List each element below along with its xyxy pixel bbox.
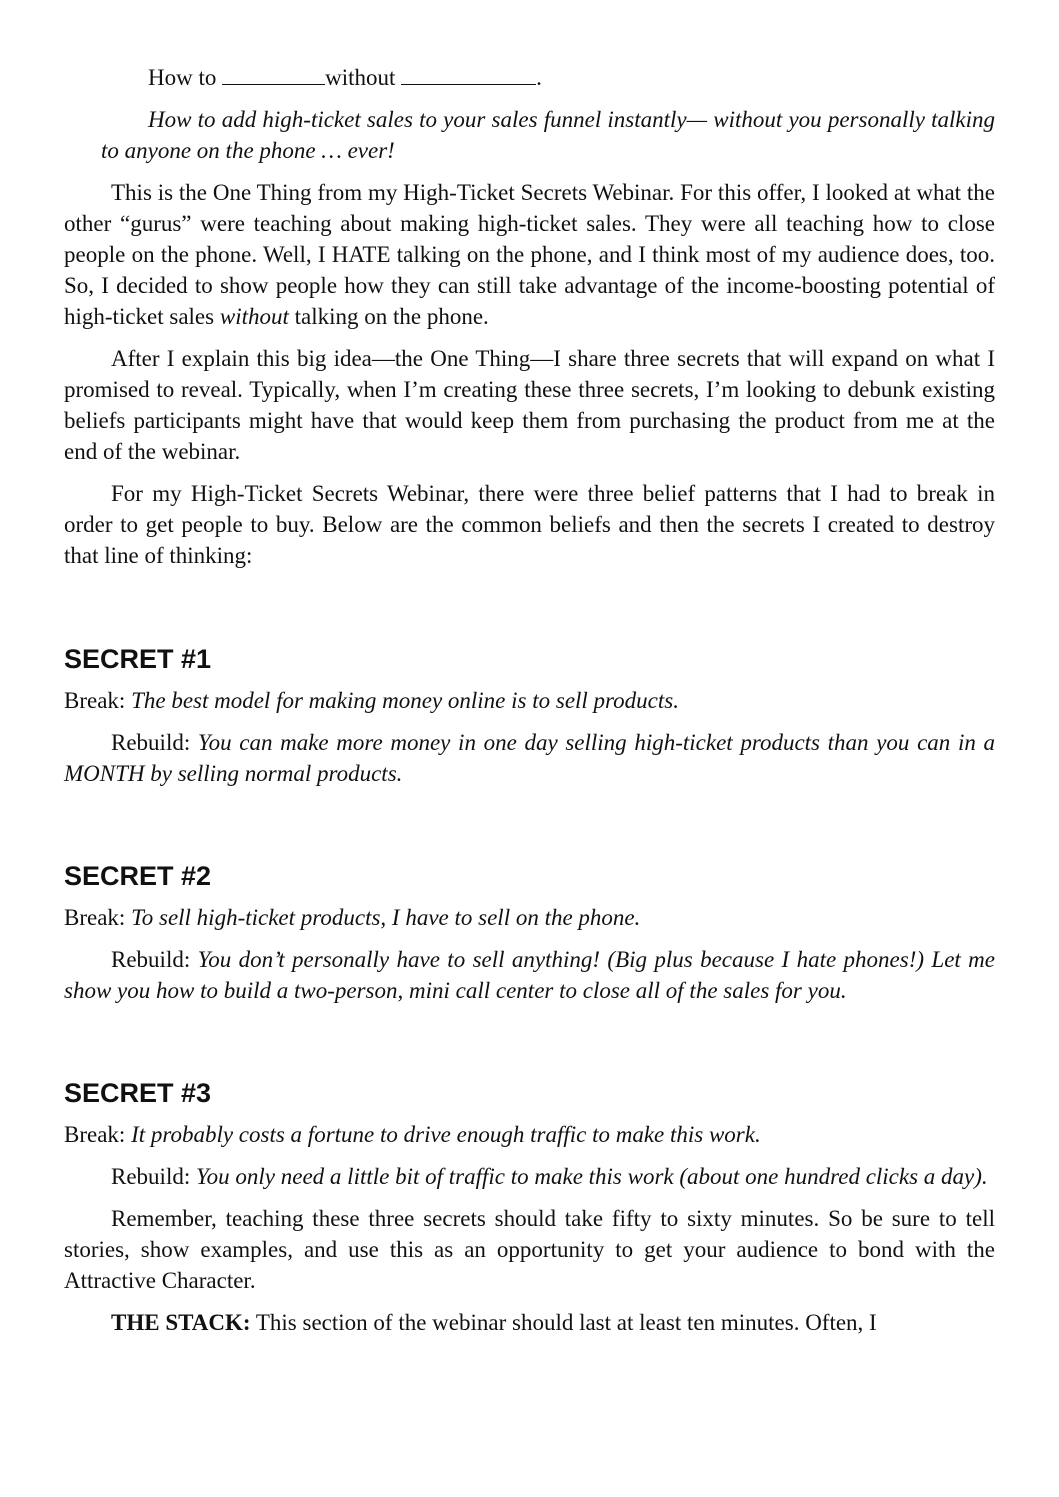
- blank-line-2: [401, 62, 536, 85]
- secret-2-rebuild-label: Rebuild:: [111, 947, 198, 972]
- secret-3-rebuild-text: You only need a little bit of traffic to make this work (about one hundred clicks a day).: [195, 1164, 988, 1189]
- secret-1-break-label: Break:: [64, 688, 132, 713]
- secret-3-break-label: Break:: [64, 1122, 132, 1147]
- paragraph-one-thing-emphasis: without: [219, 304, 289, 329]
- blank-line-1: [222, 62, 325, 85]
- the-stack-label: THE STACK:: [111, 1310, 251, 1335]
- secret-2-break-label: Break:: [64, 905, 132, 930]
- paragraph-the-stack: [64, 1307, 995, 1338]
- paragraph-three-secrets: After I explain this big idea—the One Thing—I share three secrets that will expand on what I promised to reveal. Typically, when I’m creating these three secrets, I’m looking to debunk existing beliefs participants might have that would keep them from purchasing the product from me at the end of the webinar.: [64, 346, 995, 464]
- example-headline: How to add high-ticket sales to your sales funnel instantly— without you personally talking to anyone on the phone … ever!: [101, 107, 995, 163]
- secret-3-break-text: It probably costs a fortune to drive enough traffic to make this work.: [131, 1122, 761, 1147]
- document-page: [64, 62, 995, 1349]
- secret-3-break: [64, 1119, 995, 1150]
- secret-2-rebuild: [64, 944, 995, 1006]
- secret-3-rebuild: [64, 1161, 995, 1192]
- secret-1-rebuild-text: You can make more money in one day selling high-ticket products than you can in a MONTH by selling normal products.: [64, 730, 995, 786]
- secret-2-rebuild-text: You don’t personally have to sell anything! (Big plus because I hate phones!) Let me show you how to build a two-person, mini call center to close all of the sales for you.: [64, 947, 995, 1003]
- secret-2-break: [64, 902, 995, 933]
- secret-1-rebuild: [64, 727, 995, 789]
- template-without: without: [325, 65, 396, 90]
- paragraph-belief-patterns: For my High-Ticket Secrets Webinar, there were three belief patterns that I had to break in order to get people to buy. Below are the common beliefs and then the secrets I created to destroy that line of thinking:: [64, 481, 995, 568]
- paragraph-one-thing: [64, 177, 995, 332]
- template-period: .: [536, 65, 542, 90]
- secret-1-rebuild-label: Rebuild:: [111, 730, 198, 755]
- secret-2-heading: SECRET #2: [64, 861, 212, 891]
- paragraph-one-thing-start: This is the One Thing from my High-Ticket Secrets Webinar. For this offer, I looked at what the other “gurus” were teaching about making high-ticket sales. They were all teaching how to close people on the phone. Well, I HATE talking on the phone, and I think most of my audience does, too. So, I decided to show people how they can still take advantage of the income-boosting potential of high-ticket sales: [64, 180, 995, 329]
- paragraph-remember: Remember, teaching these three secrets should take fifty to sixty minutes. So be sure to tell stories, show examples, and use this as an opportunity to get your audience to bond with the Attractive Character.: [64, 1206, 995, 1293]
- secret-1-heading: SECRET #1: [64, 644, 212, 674]
- secret-3-rebuild-label: Rebuild:: [111, 1164, 196, 1189]
- template-how-to: How to: [148, 65, 217, 90]
- secret-3-heading: SECRET #3: [64, 1078, 212, 1108]
- paragraph-one-thing-end: talking on the phone.: [288, 304, 489, 329]
- secret-2-break-text: To sell high-ticket products, I have to sell on the phone.: [131, 905, 641, 930]
- secret-1-break: [64, 685, 995, 716]
- the-stack-text: This section of the webinar should last at least ten minutes. Often, I: [250, 1310, 877, 1335]
- secret-1-break-text: The best model for making money online is to sell products.: [131, 688, 679, 713]
- headline-template: [64, 62, 995, 93]
